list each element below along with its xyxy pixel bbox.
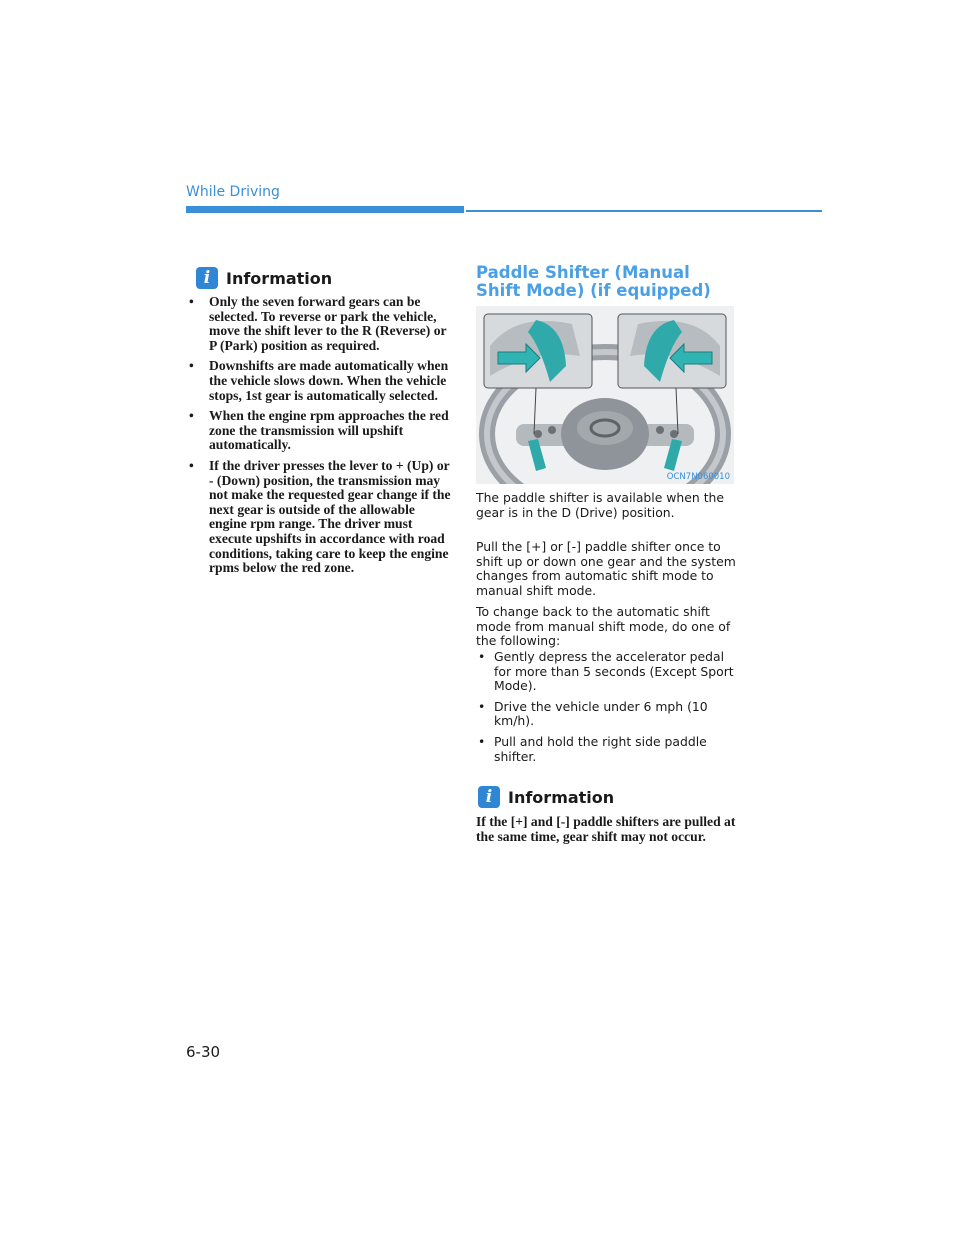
paragraph: To change back to the automatic shift mode from manual shift mode, do one of the following: [476,604,731,649]
info-box-2-title: Information [508,787,615,807]
info-box-2-heading [478,786,614,808]
header-accent-bar [186,206,464,213]
paddle-shifter-illustration [476,306,734,484]
section-heading: Paddle Shifter (Manual Shift Mode) (if equipped) [476,263,711,300]
page-number: 6-30 [186,1043,221,1061]
list-item: • Pull and hold the right side paddle shifter. [476,735,738,764]
information-icon: i [478,786,500,808]
information-icon: i [196,267,218,289]
list-item: • Gently depress the accelerator pedal for more than 5 seconds (Except Sport Mode). [476,650,738,694]
info-box-1-list [186,295,452,582]
header-rule [466,210,822,212]
list-item: • Drive the vehicle under 6 mph (10 km/h). [476,700,738,729]
list-item: • Downshifts are made automatically when the vehicle slows down. When the vehicle stops, 1st gear is automatically selected. [186,359,452,403]
section-header-title: While Driving [186,184,280,200]
list-item: • When the engine rpm approaches the red zone the transmission will upshift automatically. [186,409,452,453]
info-box-2-text: If the [+] and [-] paddle shifters are pulled at the same time, gear shift may not occur. [476,814,736,844]
list-item: • If the driver presses the lever to + (Up) or - (Down) position, the transmission may not make the requested gear change if the next gear is outside of the allowable engine rpm range. The driver must execute upshifts in accordance with road conditions, taking care to keep the engine rpms below the red zone. [186,459,452,576]
info-box-1-heading [196,267,332,289]
paragraph: The paddle shifter is available when the gear is in the D (Drive) position. [476,490,725,520]
info-box-1-title: Information [226,268,333,288]
list-item: • Only the seven forward gears can be selected. To reverse or park the vehicle, move the shift lever to the R (Reverse) or P (Park) position as required. [186,295,452,353]
figure-code: OCN7N060010 [666,472,730,482]
paragraph: Pull the [+] or [-] paddle shifter once to shift up or down one gear and the system changes from automatic shift mode to manual shift mode. [476,539,736,598]
return-to-auto-list [476,650,738,770]
